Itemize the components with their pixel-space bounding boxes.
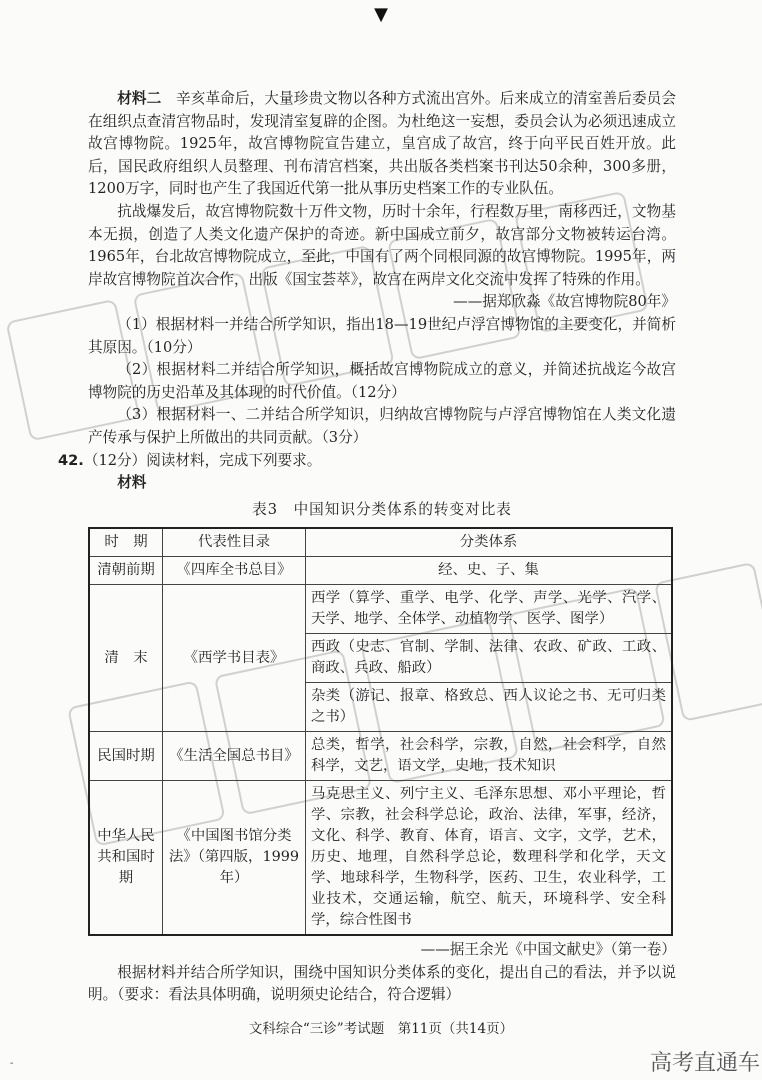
cell-system: 杂类（游记、报章、格致总、西人议论之书、无可归类之书） <box>306 683 673 732</box>
table-row <box>89 781 672 936</box>
table-row <box>89 732 672 781</box>
cell-period: 清朝前期 <box>89 557 163 585</box>
cell-period: 清 末 <box>89 585 163 732</box>
material-two <box>58 88 676 521</box>
header-system: 分类体系 <box>306 528 673 557</box>
cell-system: 总类，哲学，社会科学，宗教，自然，社会科学，自然科学，文艺，语文学，史地，技术知识 <box>306 732 673 781</box>
page-footer: 文科综合“三诊”考试题 第11页（共14页） <box>248 1021 514 1038</box>
material-two-label: 材料二 <box>117 90 162 107</box>
cell-system: 西学（算学、重学、电学、化学、声学、光学、汽学、天学、地学、全体学、动植物学、医学、图学） <box>306 585 673 634</box>
page-content <box>58 30 676 1007</box>
cell-catalog: 《生活全国总书目》 <box>163 732 306 781</box>
brand-logo-text: 高考直通车 <box>650 1051 761 1077</box>
cell-system: 马克思主义、列宁主义、毛泽东思想、邓小平理论，哲学、宗教，社会科学总论，政治、法律，军事，经济，文化、科学、教育、体育，语言、文字，文学，艺术，历史、地理，自然科学总论，数理科学和化学，天文学、地球科学，生物科学，医药、卫生，农业科学，工业技术，交通运输，航空、航天，环境科学、安全科学，综合性图书 <box>306 781 673 936</box>
paragraph-text: 辛亥革命后，大量珍贵文物以各种方式流出宫外。后来成立的清室善后委员会在组织点查清宫物品时，发现清室复辟的企图。为杜绝这一妄想，委员会认为必须迅速成立故宫博物院。1925年，故宫博物院宣告建立，皇宫成了故宫，终于向平民百姓开放。此后，国民政府组织人员整理、刊布清宫档案，共出版各类档案书刊达50余种，300多册，1200万字，同时也产生了我国近代第一批从事历史档案工作的专业队伍。 <box>88 90 676 198</box>
task-text: 根据材料并结合所学知识，围绕中国知识分类体系的变化，提出自己的看法，并予以说明。（要求：看法具体明确，说明须史论结合，符合逻辑） <box>88 963 676 1004</box>
page-marker-icon: ▼ <box>374 4 388 25</box>
table-source: ——据王余光《中国文献史》（第一卷） <box>420 941 676 959</box>
material-two-source: ——据郑欣淼《故宫博物院80年》 <box>453 293 676 311</box>
question-41-1: （1）根据材料一并结合所学知识，指出18—19世纪卢浮宫博物馆的主要变化，并简析其原因。（10分） <box>88 315 676 356</box>
cell-system: 西政（史志、官制、学制、法律、农政、矿政、工政、商政、兵政、船政） <box>306 634 673 683</box>
cell-catalog: 《西学书目表》 <box>163 585 306 732</box>
material-two-paragraph-2: 抗战爆发后，故宫博物院数十万件文物，历时十余年，行程数万里，南移西迁，文物基本无损，创造了人类文化遗产保护的奇迹。新中国成立前夕，故宫部分文物被转运台湾。1965年，台北故宫博物院成立，至此，中国有了两个同根同源的故宫博物院。1995年，两岸故宫博物院首次合作，出版《国宝荟萃》，故宫在两岸文化交流中发挥了特殊的作用。 <box>88 202 676 288</box>
table-header-row <box>89 528 672 557</box>
header-catalog: 代表性目录 <box>163 528 306 557</box>
material-label-text: 材料 <box>117 474 147 492</box>
classification-table <box>88 527 673 936</box>
table-row <box>89 557 672 585</box>
question-41-3: （3）根据材料一、二并结合所学知识，归纳故宫博物院与卢浮宫博物馆在人类文化遗产传承与保护上所做出的共同贡献。（3分） <box>88 406 676 446</box>
material-label <box>88 472 676 495</box>
cell-catalog: 《中国图书馆分类法》（第四版，1999年） <box>163 781 306 936</box>
cell-period: 中华人民共和国时期 <box>89 781 163 936</box>
question-number: 42. <box>58 451 84 469</box>
question-prompt: （12分）阅读材料，完成下列要求。 <box>83 451 322 469</box>
cell-period: 民国时期 <box>89 732 163 781</box>
question-41-2: （2）根据材料二并结合所学知识，概括故宫博物院成立的意义，并简述抗战迄今故宫博物院的历史沿革及其体现的时代价值。（12分） <box>88 361 676 401</box>
cell-catalog: 《四库全书总目》 <box>163 557 306 585</box>
table-row <box>89 585 672 634</box>
question-42-task <box>88 939 676 1007</box>
table-caption: 表3 中国知识分类体系的转变对比表 <box>252 500 512 518</box>
brand-row <box>0 1039 762 1079</box>
corner-mark: - <box>10 1058 14 1069</box>
cell-system: 经、史、子、集 <box>306 557 673 585</box>
question-42-heading <box>58 450 676 473</box>
header-period: 时 期 <box>89 528 163 557</box>
material-two-paragraph-1 <box>88 88 676 201</box>
